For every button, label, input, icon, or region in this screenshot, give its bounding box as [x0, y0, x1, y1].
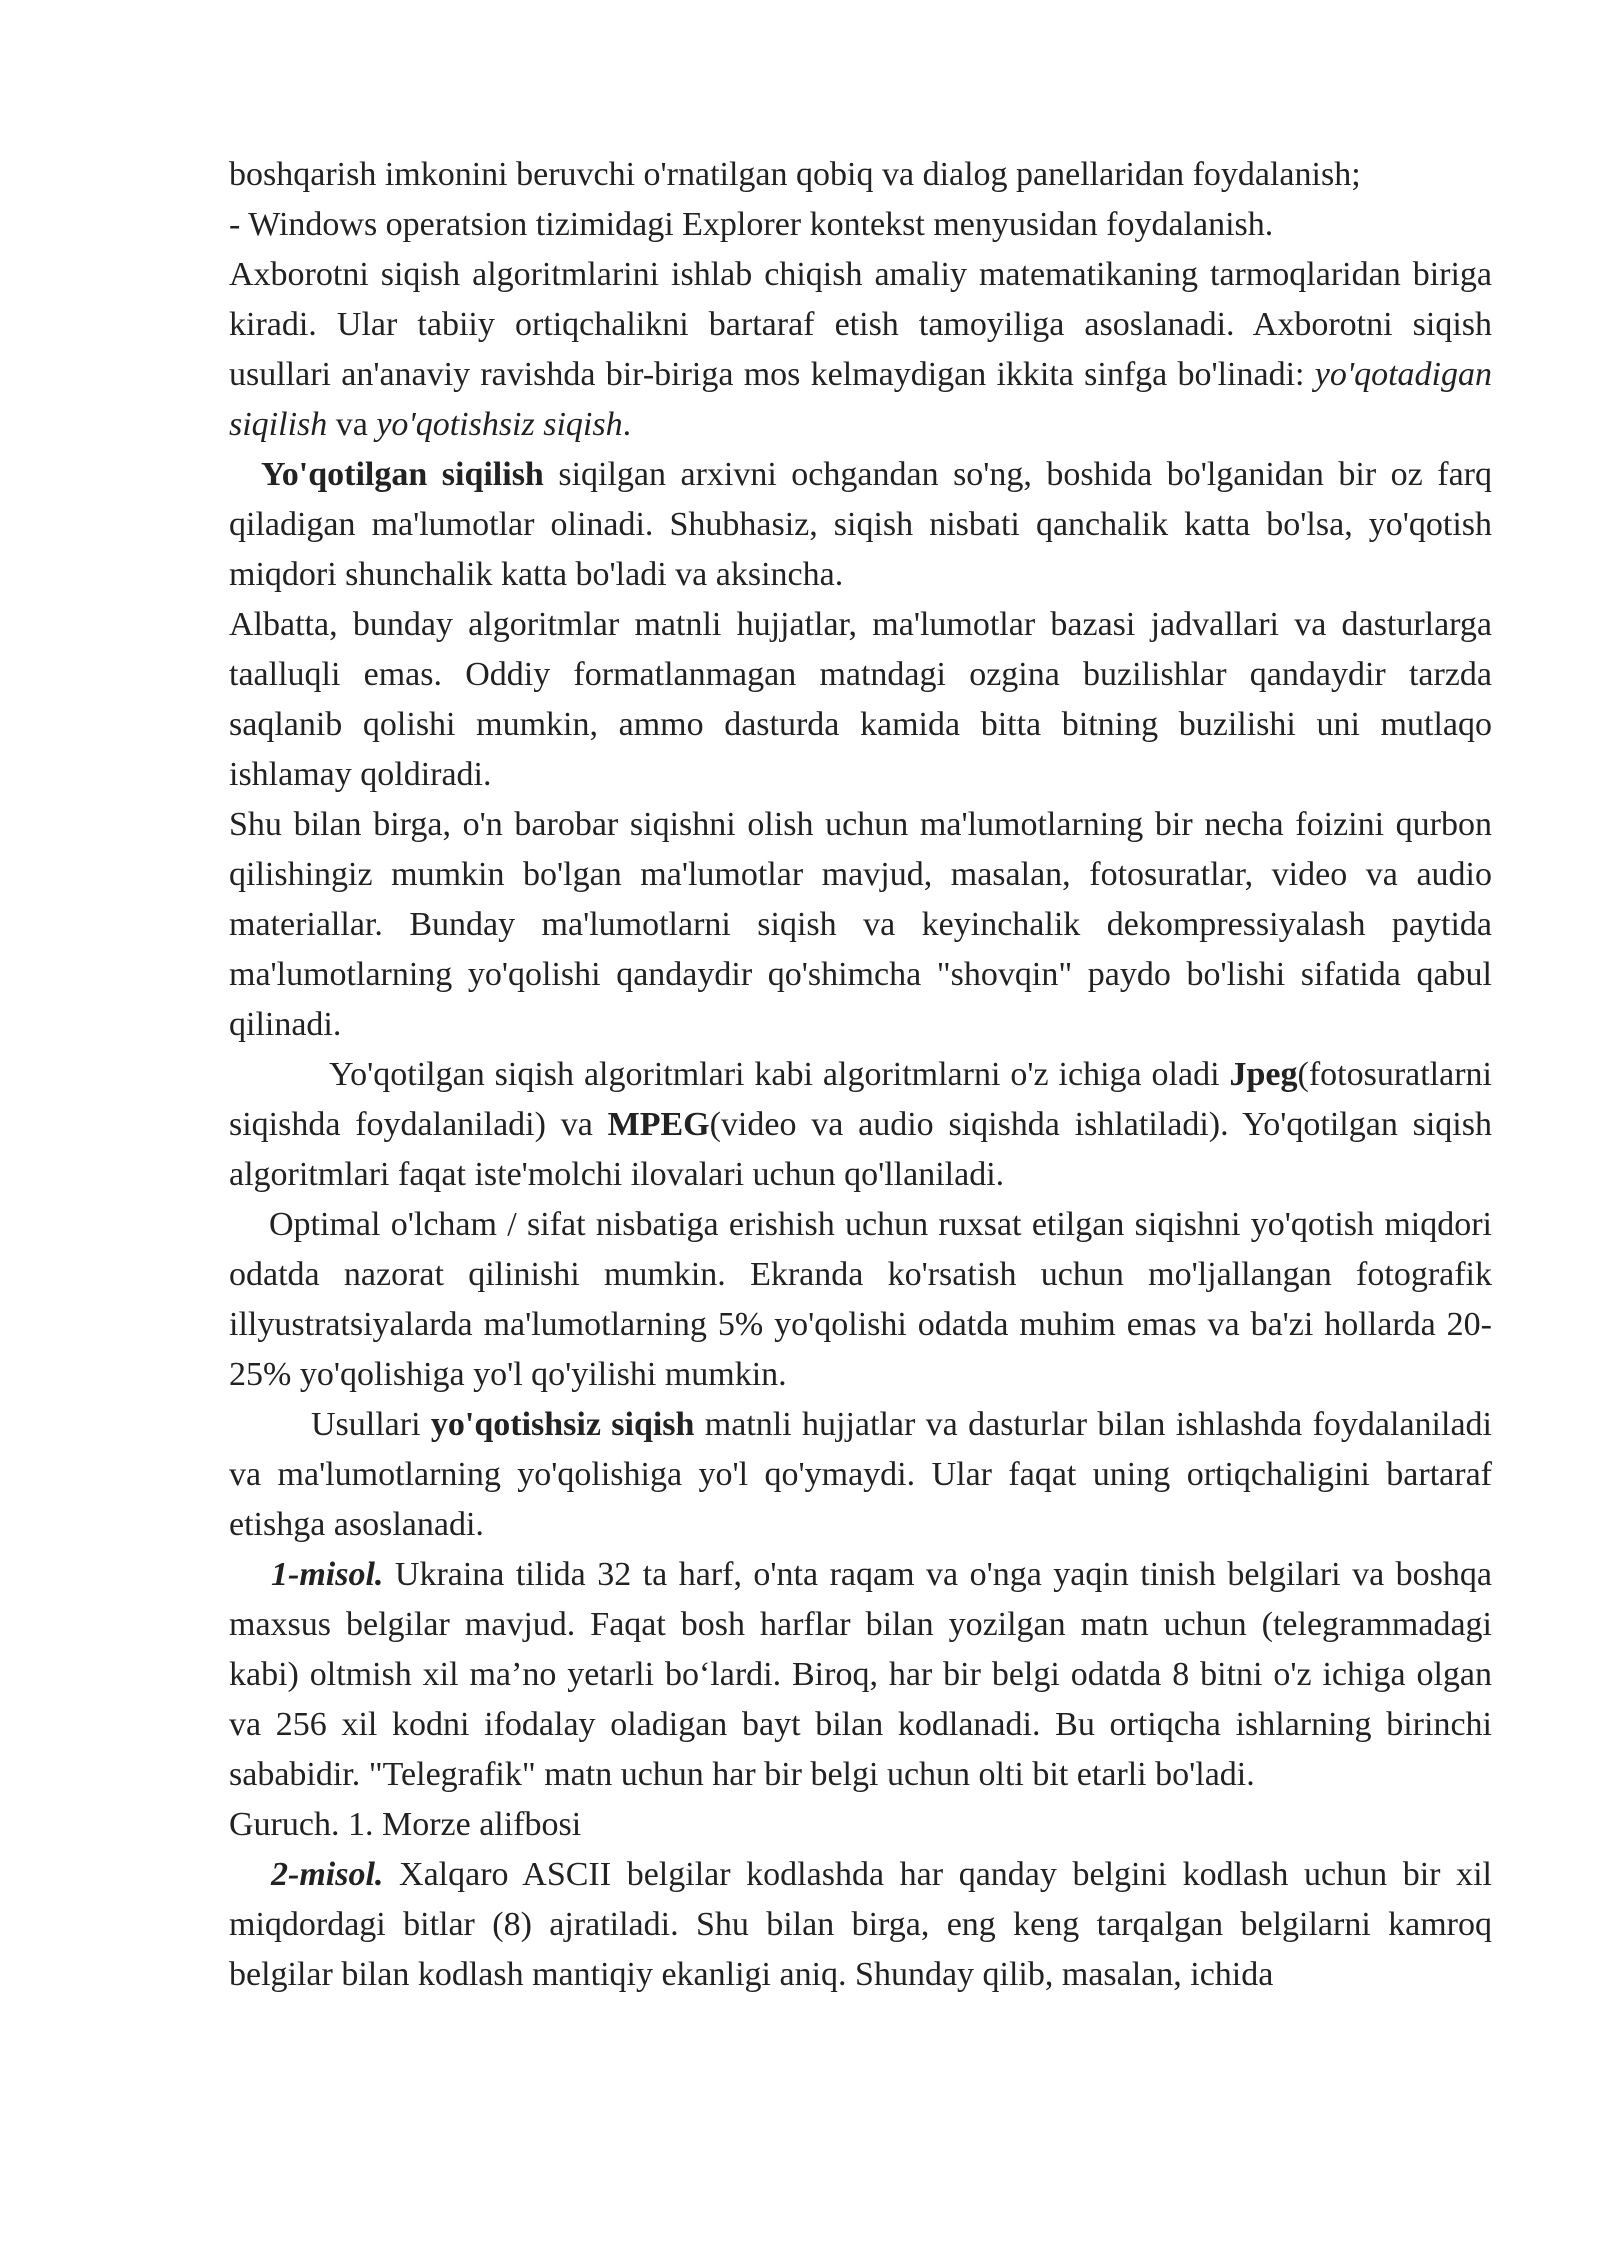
paragraph-text: Yo'qotilgan siqish algoritmlari kabi algoritmlarni o'z ichiga oladi — [329, 1056, 1230, 1093]
figure-caption — [229, 1800, 1492, 1850]
paragraph-text: . — [622, 406, 632, 443]
paragraph-shell-dialog — [229, 150, 1492, 200]
term-mpeg: MPEG — [607, 1106, 710, 1143]
paragraph-text: - Windows operatsion tizimidagi Explorer kontekst menyusidan foydalanish. — [229, 206, 1274, 243]
term-lossless: yo'qotishsiz siqish — [376, 406, 623, 443]
paragraph-text: (fotosuratlarni siqishda foydalaniladi) va — [229, 1056, 1492, 1143]
example-2-label: 2-misol. — [271, 1856, 384, 1893]
paragraph-explorer-menu — [229, 200, 1492, 250]
term-lossy-bold: Yo'qotilgan siqilish — [261, 456, 544, 493]
paragraph-optimal-ratio — [229, 1200, 1492, 1400]
term-jpeg: Jpeg — [1229, 1056, 1298, 1093]
paragraph-text: Usullari — [311, 1406, 431, 1443]
example-1-label: 1-misol. — [271, 1556, 384, 1593]
term-lossy: yo'qotadigan siqilish — [229, 356, 1492, 443]
paragraph-text: Albatta, bunday algoritmlar matnli hujjatlar, ma'lumotlar bazasi jadvallari va dasturlarga taalluqli emas. Oddiy formatlanmagan matndagi ozgina buzilishlar qandaydir tarzda saqlanib qolishi mumkin, ammo dasturda kamida bitta bitning buzilishi uni mutlaqo ishlamay qoldiradi. — [229, 606, 1492, 793]
paragraph-media-data — [229, 800, 1492, 1050]
paragraph-lossy-definition — [229, 450, 1492, 600]
paragraph-text-documents — [229, 600, 1492, 800]
paragraph-text: Axborotni siqish algoritmlarini ishlab chiqish amaliy matematikaning tarmoqlaridan biriga kiradi. Ular tabiiy ortiqchalikni bartaraf etish tamoyiliga asoslanadi. Axborotni siqish usullari an'anaviy ravishda bir-biriga mos kelmaydigan ikkita sinfga bo'linadi: — [229, 256, 1492, 393]
term-lossless-bold: yo'qotishsiz siqish — [430, 1406, 695, 1443]
paragraph-example-2 — [229, 1850, 1492, 2000]
document-page — [229, 150, 1492, 2000]
paragraph-text: Xalqaro ASCII belgilar kodlashda har qanday belgini kodlash uchun bir xil miqdordagi bitlar (8) ajratiladi. Shu bilan birga, eng keng tarqalgan belgilarni kamroq belgilar bilan kodlash mantiqiy ekanligi aniq. Shunday qilib, masalan, ichida — [229, 1856, 1492, 1993]
caption-text: Guruch. 1. Morze alifbosi — [229, 1806, 582, 1843]
paragraph-text: va — [327, 406, 377, 443]
paragraph-text: (video va audio siqishda ishlatiladi). Yo'qotilgan siqish algoritmlari faqat iste'molchi ilovalari uchun qo'llaniladi. — [229, 1106, 1492, 1193]
paragraph-jpeg-mpeg — [229, 1050, 1492, 1200]
paragraph-example-1 — [229, 1550, 1492, 1800]
paragraph-text: siqilgan arxivni ochgandan so'ng, boshida bo'lganidan bir oz farq qiladigan ma'lumotlar olinadi. Shubhasiz, siqish nisbati qanchalik katta bo'lsa, yo'qotish miqdori shunchalik katta bo'ladi va aksincha. — [229, 456, 1492, 593]
paragraph-text: Ukraina tilida 32 ta harf, o'nta raqam va o'nga yaqin tinish belgilari va boshqa maxsus belgilar mavjud. Faqat bosh harflar bilan yozilgan matn uchun (telegrammadagi kabi) oltmish xil ma’no yetarli bo‘lardi. Biroq, har bir belgi odatda 8 bitni o'z ichiga olgan va 256 xil kodni ifodalay oladigan bayt bilan kodlanadi. Bu ortiqcha ishlarning birinchi sababidir. "Telegrafik" matn uchun har bir belgi uchun olti bit etarli bo'ladi. — [229, 1556, 1492, 1793]
paragraph-text: matnli hujjatlar va dasturlar bilan ishlashda foydalaniladi va ma'lumotlarning yo'qolishiga yo'l qo'ymaydi. Ular faqat uning ortiqchaligini bartaraf etishga asoslanadi. — [229, 1406, 1492, 1543]
paragraph-text: boshqarish imkonini beruvchi o'rnatilgan qobiq va dialog panellaridan foydalanish; — [229, 156, 1361, 193]
paragraph-text: Optimal o'lcham / sifat nisbatiga erishish uchun ruxsat etilgan siqishni yo'qotish miqdori odatda nazorat qilinishi mumkin. Ekranda ko'rsatish uchun mo'ljallangan fotografik illyustratsiyalarda ma'lumotlarning 5% yo'qolishi odatda muhim emas va ba'zi hollarda 20-25% yo'qolishiga yo'l qo'yilishi mumkin. — [229, 1206, 1492, 1393]
paragraph-compression-classes — [229, 250, 1492, 450]
paragraph-text: Shu bilan birga, o'n barobar siqishni olish uchun ma'lumotlarning bir necha foizini qurbon qilishingiz mumkin bo'lgan ma'lumotlar mavjud, masalan, fotosuratlar, video va audio materiallar. Bunday ma'lumotlarni siqish va keyinchalik dekompressiyalash paytida ma'lumotlarning yo'qolishi qandaydir qo'shimcha "shovqin" paydo bo'lishi sifatida qabul qilinadi. — [229, 806, 1492, 1043]
paragraph-lossless-methods — [229, 1400, 1492, 1550]
